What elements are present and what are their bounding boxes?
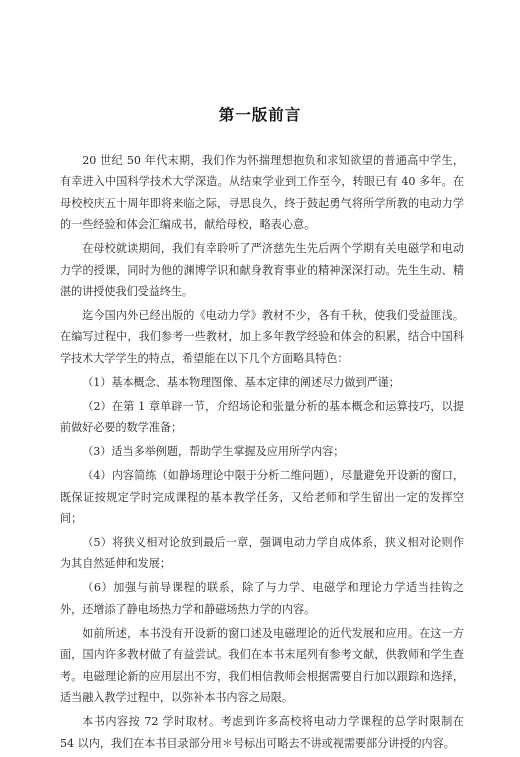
page-title: 第一版前言 — [218, 106, 302, 124]
list-item: （2）在第 1 章单辟一节，介绍场论和张量分析的基本概念和运算技巧，以提前做好必要的数学准备； — [60, 399, 464, 435]
list-item: （5）将狭义相对论放到最后一章，强调电动力学自成体系，狭义相对论则作为其自然延伸和发展； — [60, 536, 464, 571]
paragraph-hours: 本书内容按 72 学时取材。考虑到许多高校将电动力学课程的总学时限制在 54 以内，我们在本书目录部分用＊号标出可略去不讲或视需要部分讲授的内容。 — [60, 715, 464, 750]
paragraph-scope: 如前所述，本书没有开设新的窗口述及电磁理论的近代发展和应用。在这一方面，国内许多教材做了有益尝试。我们在本书末尾列有参考文献，供教师和学生查考。电磁理论新的应用层出不穷，我们相信教师会根据需要自行加以跟踪和选择，适当融入教学过程中，以弥补本书内容之局限。 — [60, 626, 464, 705]
paragraph-teacher: 在母校就读期间，我们有幸聆听了严济慈先生先后两个学期有关电磁学和电动力学的授课，同时为他的渊博学识和献身教育事业的精神深深打动。先生生动、精湛的讲授使我们受益终生。 — [60, 242, 464, 299]
list-item: （4）内容简练（如静场理论中限于分析二维问题），尽量避免开设新的窗口，既保证按规定学时完成课程的基本教学任务，又给老师和学生留出一定的发挥空间； — [60, 469, 464, 526]
list-item: （1）基本概念、基本物理图像、基本定律的阐述尽力做到严谨； — [82, 375, 400, 389]
paragraph-intro: 20 世纪 50 年代末期，我们作为怀揣理想抱负和求知欲望的普通高中学生，有幸进入中国科学技术大学深造。从结束学业到工作至今，转眼已有 40 多年。在母校校庆五十周年即将来临之际，寻思良久，终于鼓起勇气将所学所教的电动力学的一些经验和体会汇编成书，献给母校，略表心意。 — [60, 154, 464, 232]
paragraph-features: 迄今国内外已经出版的《电动力学》教材不少，各有千秋，使我们受益匪浅。在编写过程中，我们参考一些教材，加上多年教学经验和体会的积累，结合中国科学技术大学学生的特点，希望能在以下几个方面略具特色： — [60, 309, 464, 365]
list-item: （3）适当多举例题，帮助学生掌握及应用所学内容； — [82, 445, 345, 459]
list-item: （6）加强与前导课程的联系，除了与力学、电磁学和理论力学适当挂钩之外，还增添了静电场热力学和静磁场热力学的内容。 — [60, 581, 464, 616]
body-text — [60, 150, 464, 757]
